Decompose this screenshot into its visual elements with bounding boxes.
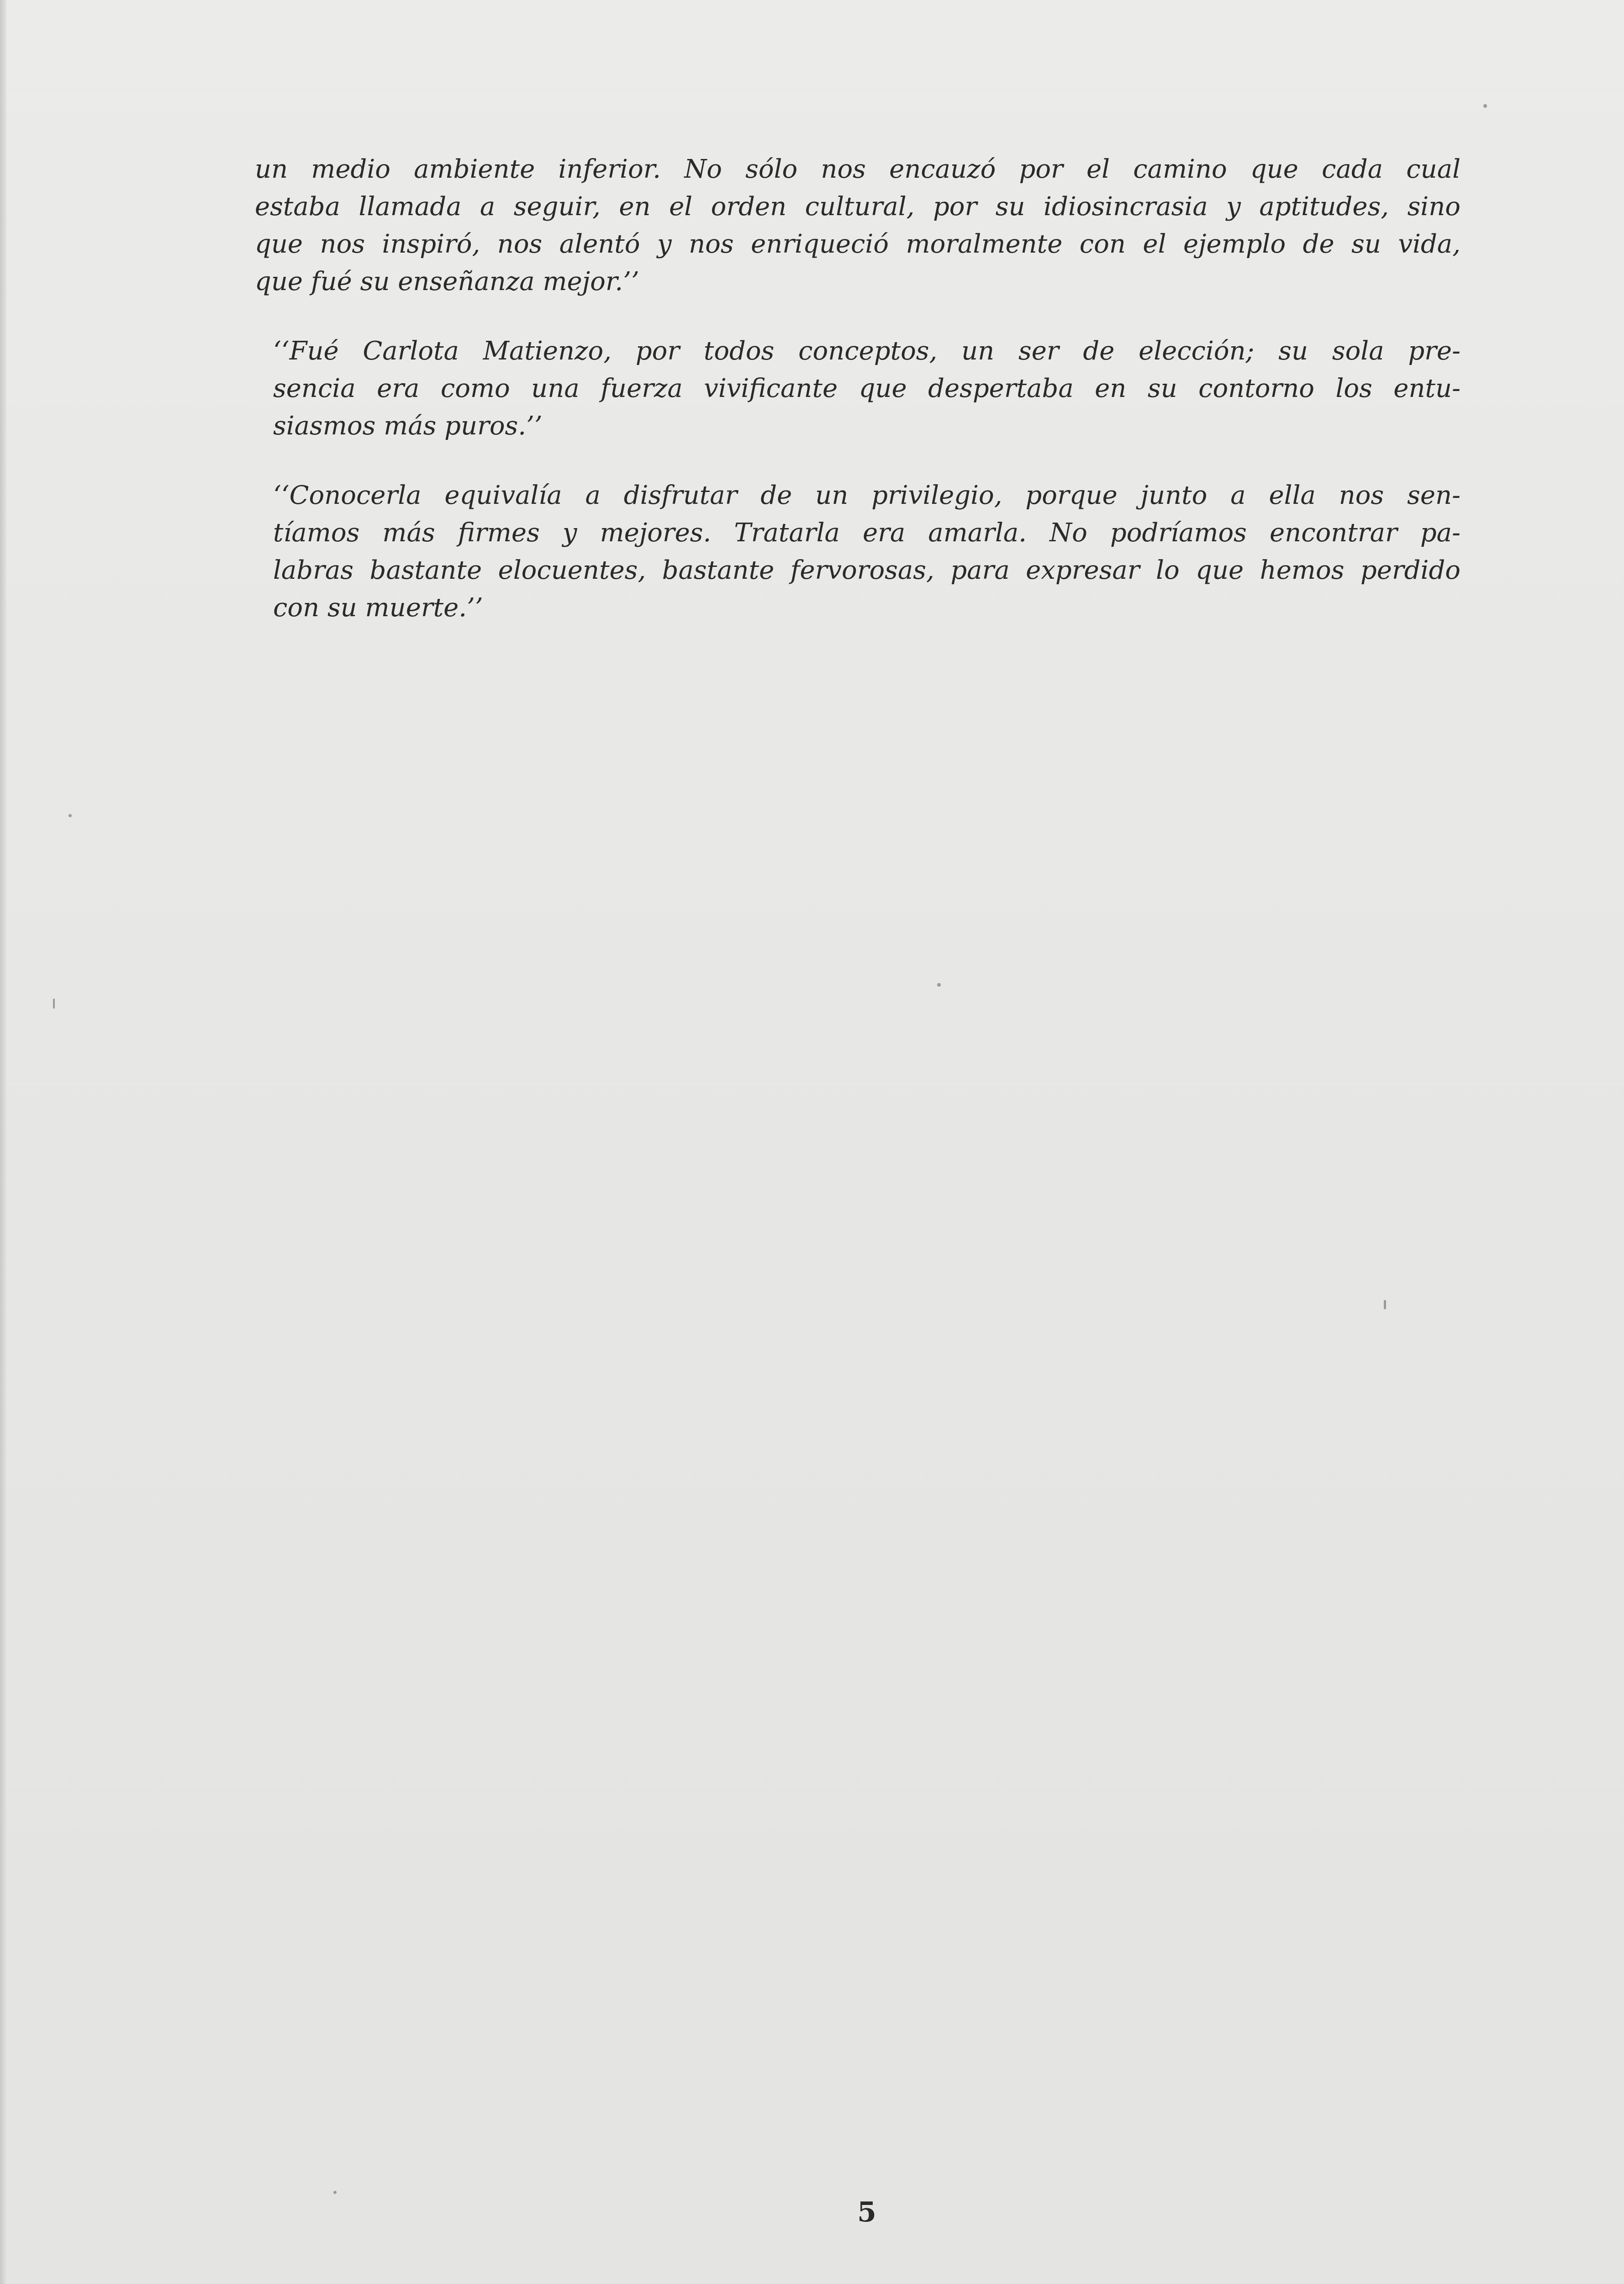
paper-speck: [937, 983, 941, 987]
text-line: ‘‘Fué Carlota Matienzo, por todos conceptos, un ser de elección; su sola pre-: [273, 336, 1461, 366]
text-line: que fué su enseñanza mejor.’’: [255, 267, 639, 296]
paper-speck: [333, 2191, 337, 2194]
page-edge: [0, 0, 6, 2284]
text-line: tíamos más firmes y mejores. Tratarla era amarla. No podríamos encontrar pa-: [273, 518, 1461, 548]
paper-speck: [53, 999, 55, 1009]
paper-speck: [1384, 1300, 1386, 1309]
text-line: un medio ambiente inferior. No sólo nos encauzó por el camino que cada cual: [255, 154, 1461, 184]
text-line: ‘‘Conocerla equivalía a disfrutar de un privilegio, porque junto a ella nos sen-: [273, 481, 1461, 510]
page-number: 5: [857, 2196, 876, 2228]
paper-speck: [69, 814, 72, 817]
text-line: que nos inspiró, nos alentó y nos enriqueció moralmente con el ejemplo de su vida,: [255, 229, 1461, 259]
text-line: labras bastante elocuentes, bastante fervorosas, para expresar lo que hemos perdido: [273, 555, 1461, 585]
text-line: sencia era como una fuerza vivificante que despertaba en su contorno los entu-: [273, 374, 1461, 403]
text-line: siasmos más puros.’’: [273, 411, 543, 441]
paragraph-2: [255, 333, 1461, 445]
paragraph-3: [255, 477, 1461, 627]
paper-speck: [1483, 104, 1487, 108]
body-text: [255, 151, 1461, 659]
text-line: con su muerte.’’: [273, 593, 483, 623]
paragraph-1: [255, 151, 1461, 301]
text-line: estaba llamada a seguir, en el orden cultural, por su idiosincrasia y aptitudes, sino: [255, 192, 1461, 222]
